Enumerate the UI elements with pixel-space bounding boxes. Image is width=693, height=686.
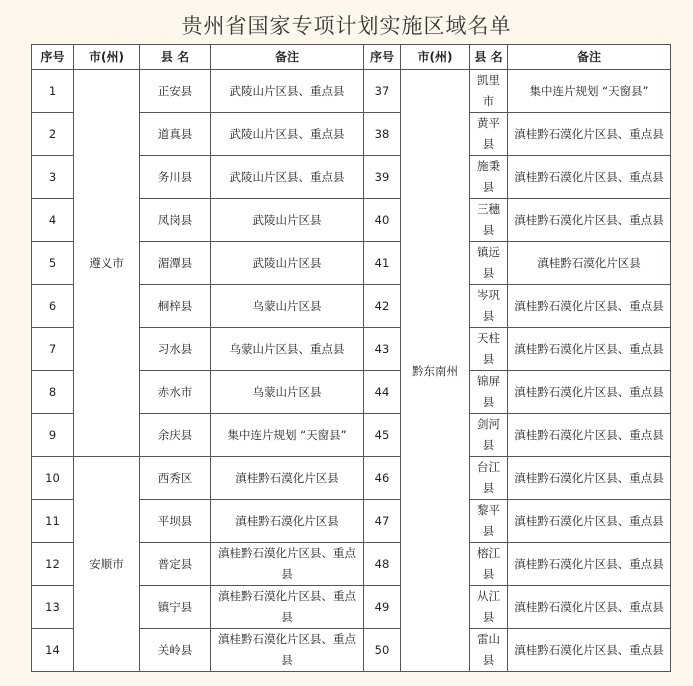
county-cell: 桐梓县 <box>140 285 211 328</box>
row-number: 47 <box>364 500 401 543</box>
county-cell: 关岭县 <box>140 629 211 672</box>
header-note-right: 备注 <box>508 45 671 70</box>
row-number: 9 <box>32 414 74 457</box>
row-number: 2 <box>32 113 74 156</box>
note-cell: 滇桂黔石漠化片区县、重点县 <box>508 156 671 199</box>
note-cell: 武陵山片区县 <box>211 242 364 285</box>
row-number: 5 <box>32 242 74 285</box>
header-county-right: 县 名 <box>470 45 508 70</box>
county-cell: 榕江县 <box>470 543 508 586</box>
region-table <box>31 44 671 672</box>
county-cell: 三穗县 <box>470 199 508 242</box>
note-cell: 滇桂黔石漠化片区县、重点县 <box>508 629 671 672</box>
row-number: 13 <box>32 586 74 629</box>
city-cell-qiandongnan: 黔东南州 <box>401 70 470 672</box>
note-cell: 滇桂黔石漠化片区县、重点县 <box>211 543 364 586</box>
row-number: 7 <box>32 328 74 371</box>
row-number: 42 <box>364 285 401 328</box>
county-cell: 剑河县 <box>470 414 508 457</box>
note-cell: 集中连片规划 “天窗县” <box>211 414 364 457</box>
county-cell: 正安县 <box>140 70 211 113</box>
row-number: 1 <box>32 70 74 113</box>
note-cell: 滇桂黔石漠化片区县、重点县 <box>508 414 671 457</box>
row-number: 12 <box>32 543 74 586</box>
county-cell: 赤水市 <box>140 371 211 414</box>
note-cell: 乌蒙山片区县 <box>211 371 364 414</box>
note-cell: 滇桂黔石漠化片区县、重点县 <box>508 328 671 371</box>
header-city-left: 市(州) <box>74 45 140 70</box>
note-cell: 滇桂黔石漠化片区县、重点县 <box>508 199 671 242</box>
row-number: 11 <box>32 500 74 543</box>
row-number: 10 <box>32 457 74 500</box>
county-cell: 平坝县 <box>140 500 211 543</box>
county-cell: 黄平县 <box>470 113 508 156</box>
note-cell: 滇桂黔石漠化片区县、重点县 <box>508 457 671 500</box>
county-cell: 镇宁县 <box>140 586 211 629</box>
row-number: 49 <box>364 586 401 629</box>
row-number: 50 <box>364 629 401 672</box>
county-cell: 普定县 <box>140 543 211 586</box>
row-number: 38 <box>364 113 401 156</box>
table-row <box>32 70 671 113</box>
note-cell: 乌蒙山片区县、重点县 <box>211 328 364 371</box>
row-number: 40 <box>364 199 401 242</box>
note-cell: 滇桂黔石漠化片区县、重点县 <box>211 629 364 672</box>
county-cell: 余庆县 <box>140 414 211 457</box>
row-number: 6 <box>32 285 74 328</box>
note-cell: 滇桂黔石漠化片区县、重点县 <box>508 371 671 414</box>
header-county-left: 县 名 <box>140 45 211 70</box>
row-number: 39 <box>364 156 401 199</box>
note-cell: 滇桂黔石漠化片区县、重点县 <box>508 543 671 586</box>
row-number: 43 <box>364 328 401 371</box>
note-cell: 滇桂黔石漠化片区县、重点县 <box>508 586 671 629</box>
county-cell: 台江县 <box>470 457 508 500</box>
note-cell: 武陵山片区县 <box>211 199 364 242</box>
header-note-left: 备注 <box>211 45 364 70</box>
note-cell: 滇桂黔石漠化片区县、重点县 <box>211 586 364 629</box>
note-cell: 武陵山片区县、重点县 <box>211 70 364 113</box>
note-cell: 滇桂黔石漠化片区县 <box>211 500 364 543</box>
page-title: 贵州省国家专项计划实施区域名单 <box>181 14 512 38</box>
note-cell: 滇桂黔石漠化片区县 <box>508 242 671 285</box>
note-cell: 滇桂黔石漠化片区县、重点县 <box>508 500 671 543</box>
header-city-right: 市(州) <box>401 45 470 70</box>
row-number: 4 <box>32 199 74 242</box>
row-number: 46 <box>364 457 401 500</box>
note-cell: 滇桂黔石漠化片区县、重点县 <box>508 285 671 328</box>
row-number: 3 <box>32 156 74 199</box>
note-cell: 武陵山片区县、重点县 <box>211 156 364 199</box>
city-cell-zunyi: 遵义市 <box>74 70 140 457</box>
header-no-left: 序号 <box>32 45 74 70</box>
row-number: 45 <box>364 414 401 457</box>
county-cell: 岑巩县 <box>470 285 508 328</box>
county-cell: 锦屏县 <box>470 371 508 414</box>
county-cell: 镇远县 <box>470 242 508 285</box>
header-row <box>32 45 671 70</box>
county-cell: 湄潭县 <box>140 242 211 285</box>
row-number: 48 <box>364 543 401 586</box>
row-number: 44 <box>364 371 401 414</box>
note-cell: 集中连片规划 “天窗县” <box>508 70 671 113</box>
row-number: 14 <box>32 629 74 672</box>
county-cell: 黎平县 <box>470 500 508 543</box>
table-row <box>32 457 671 500</box>
header-no-right: 序号 <box>364 45 401 70</box>
county-cell: 凯里市 <box>470 70 508 113</box>
note-cell: 滇桂黔石漠化片区县 <box>211 457 364 500</box>
city-cell-anshun: 安顺市 <box>74 457 140 672</box>
county-cell: 西秀区 <box>140 457 211 500</box>
row-number: 8 <box>32 371 74 414</box>
county-cell: 施秉县 <box>470 156 508 199</box>
county-cell: 凤岗县 <box>140 199 211 242</box>
county-cell: 习水县 <box>140 328 211 371</box>
row-number: 41 <box>364 242 401 285</box>
note-cell: 滇桂黔石漠化片区县、重点县 <box>508 113 671 156</box>
county-cell: 务川县 <box>140 156 211 199</box>
row-number: 37 <box>364 70 401 113</box>
county-cell: 从江县 <box>470 586 508 629</box>
note-cell: 武陵山片区县、重点县 <box>211 113 364 156</box>
county-cell: 雷山县 <box>470 629 508 672</box>
county-cell: 天柱县 <box>470 328 508 371</box>
county-cell: 道真县 <box>140 113 211 156</box>
note-cell: 乌蒙山片区县 <box>211 285 364 328</box>
